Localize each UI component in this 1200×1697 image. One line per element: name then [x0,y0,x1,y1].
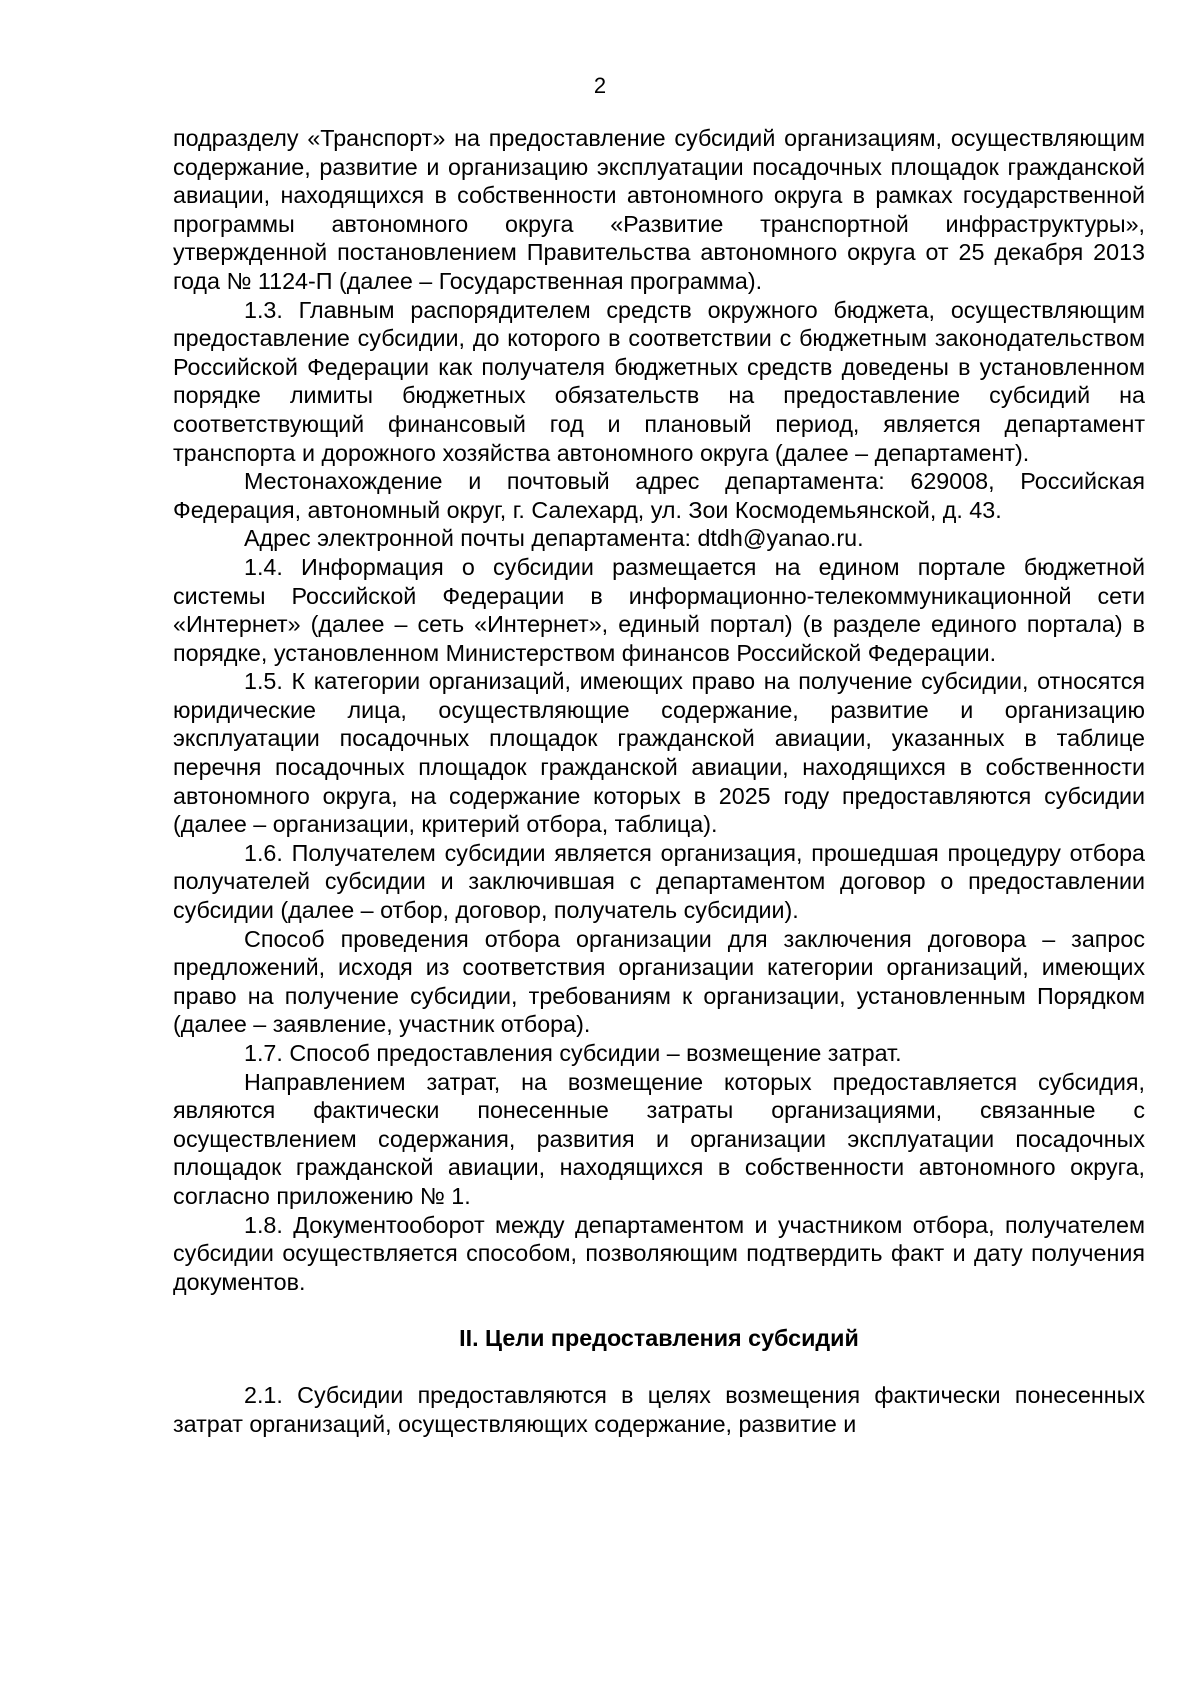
paragraph-email: Адрес электронной почты департамента: dtdh@yanao.ru. [244,525,864,552]
paragraph-1-4: 1.4. Информация о субсидии размещается на едином портале бюджетной системы Российской Федерации в информационно-телекоммуникационной сети «Интернет» (далее – сеть «Интернет», единый портал) (в разделе единого портала) в порядке, установленном Министерством финансов Российской Федерации. [173,553,1145,666]
paragraph-address: Местонахождение и почтовый адрес департамента: 629008, Российская Федерация, автономный округ, г. Салехард, ул. Зои Космодемьянской, д. 43. [173,468,1145,523]
paragraph-1-7: 1.7. Способ предоставления субсидии – возмещение затрат. [244,1040,902,1066]
paragraph-continuation: подразделу «Транспорт» на предоставление субсидий организациям, осуществляющим содержание, развитие и организацию эксплуатации посадочных площадок гражданской авиации, находящихся в собственности автономного округа в рамках государственной программы автономного округа «Развитие транспортной инфраструктуры», утвержденной постановлением Правительства автономного округа от 25 декабря 2013 года № 1124-П (далее – Государственная программа). [173,125,1145,294]
document-body [173,124,1145,1439]
paragraph-costs: Направлением затрат, на возмещение которых предоставляется субсидия, являются фактически понесенные затраты организациями, связанные с осуществлением содержания, развития и организации эксплуатации посадочных площадок гражданской авиации, находящихся в собственности автономного округа, согласно приложению № 1. [173,1068,1145,1209]
section-heading: II. Цели предоставления субсидий [459,1325,859,1352]
page-number: 2 [593,73,607,98]
paragraph-1-6: 1.6. Получателем субсидии является организация, прошедшая процедуру отбора получателей субсидии и заключившая с департаментом договор о предоставлении субсидии (далее – отбор, договор, получатель субсидии). [173,839,1145,924]
paragraph-1-3: 1.3. Главным распорядителем средств окружного бюджета, осуществляющим предоставление субсидии, до которого в соответствии с бюджетным законодательством Российской Федерации как получателя бюджетных средств доведены в установленном порядке лимиты бюджетных обязательств на предоставление субсидий на соответствующий финансовый год и плановый период, является департамент транспорта и дорожного хозяйства автономного округа (далее – департамент). [173,296,1145,466]
paragraph-selection-method: Способ проведения отбора организации для заключения договора – запрос предложений, исходя из соответствия организации категории организаций, имеющих право на получение субсидии, требованиям к организации, установленным Порядком (далее – заявление, участник отбора). [173,925,1145,1038]
paragraph-1-5: 1.5. К категории организаций, имеющих право на получение субсидии, относятся юридические лица, осуществляющие содержание, развитие и организацию эксплуатации посадочных площадок гражданской авиации, указанных в таблице перечня посадочных площадок гражданской авиации, находящихся в собственности автономного округа, на содержание которых в 2025 году предоставляются субсидии (далее – организации, критерий отбора, таблица). [173,668,1145,838]
paragraph-1-8: 1.8. Документооборот между департаментом и участником отбора, получателем субсидии осуществляется способом, позволяющим подтвердить факт и дату получения документов. [173,1211,1145,1295]
paragraph-2-1: 2.1. Субсидии предоставляются в целях возмещения фактически понесенных затрат организаций, осуществляющих содержание, развитие и [173,1382,1145,1437]
